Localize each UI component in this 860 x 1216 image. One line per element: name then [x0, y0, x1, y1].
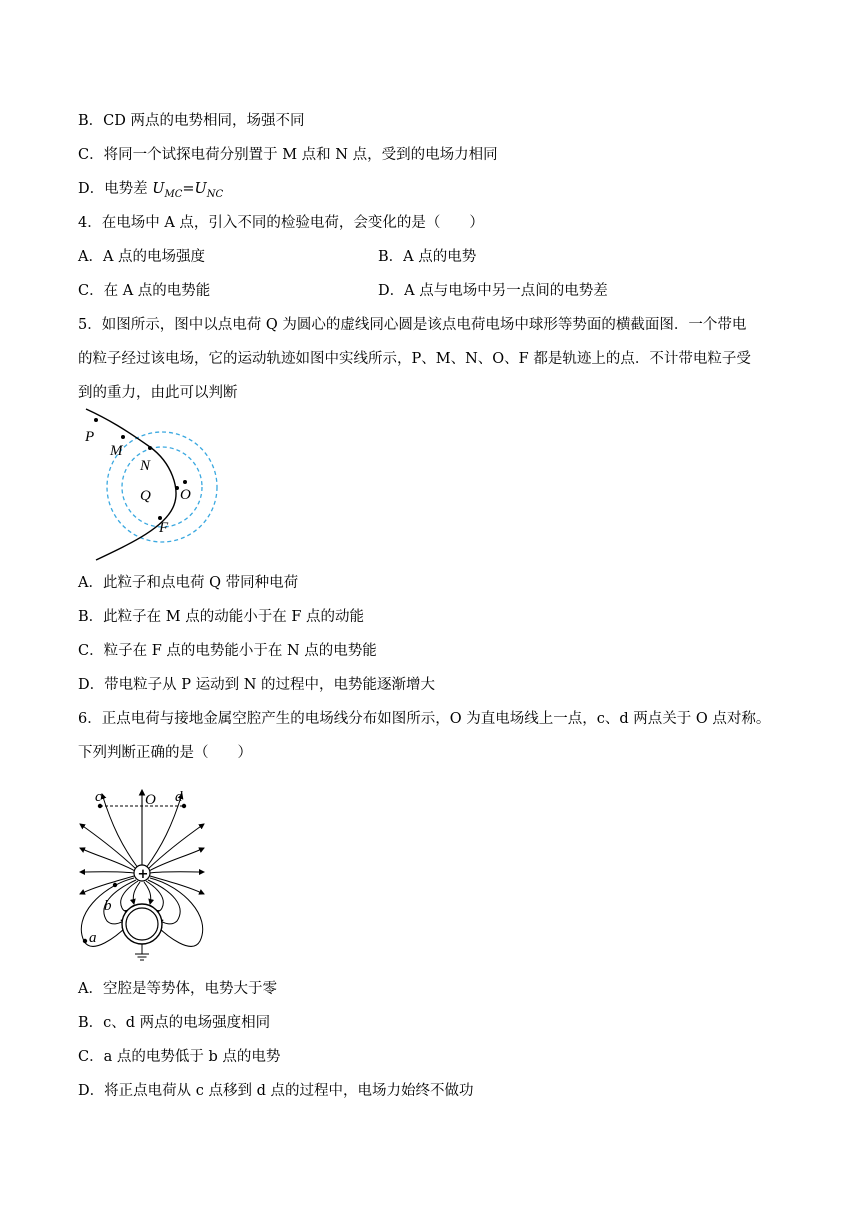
label-o: O — [180, 487, 191, 503]
q4-option-b: B．A 点的电势 — [378, 249, 477, 265]
q6-stem-line1: 6．正点电荷与接地金属空腔产生的电场线分布如图所示，O 为直电场线上一点，c、d 两点关于 O 点对称。 — [78, 711, 771, 727]
q6-option-b: B．c、d 两点的电场强度相同 — [78, 1015, 271, 1031]
q3-option-c: C．将同一个试探电荷分别置于 M 点和 N 点，受到的电场力相同 — [78, 147, 498, 163]
q6-figure — [72, 786, 222, 968]
label-q: Q — [140, 488, 151, 504]
point-o — [175, 486, 179, 490]
q6-option-c: C．a 点的电势低于 b 点的电势 — [78, 1049, 281, 1065]
q5-stem-line3: 到的重力，由此可以判断 — [78, 385, 238, 401]
point-a — [83, 939, 87, 943]
point-p — [94, 418, 98, 422]
metal-cavity-inner — [126, 908, 158, 940]
label-o: O — [145, 792, 156, 808]
q5-option-c: C．粒子在 F 点的电势能小于在 N 点的电势能 — [78, 643, 377, 659]
q5-option-b: B．此粒子在 M 点的动能小于在 F 点的动能 — [78, 609, 364, 625]
label-p: P — [85, 429, 95, 445]
point-b — [113, 883, 117, 887]
label-a: a — [89, 930, 97, 946]
q4-stem: 4．在电场中 A 点，引入不同的检验电荷，会变化的是（ ） — [78, 215, 484, 231]
q3-option-b: B．CD 两点的电势相同，场强不同 — [78, 113, 305, 129]
label-b: b — [104, 898, 112, 914]
q4-option-d: D．A 点与电场中另一点间的电势差 — [378, 283, 608, 299]
label-m: M — [110, 443, 123, 459]
q3-option-d — [78, 179, 223, 205]
q6-option-a: A．空腔是等势体，电势大于零 — [78, 981, 277, 997]
point-m — [121, 435, 125, 439]
q5-figure — [78, 405, 238, 565]
point-n — [148, 446, 152, 450]
q6-stem-line2: 下列判断正确的是（ ） — [78, 745, 252, 761]
label-n: N — [140, 458, 151, 474]
q5-stem-line1: 5．如图所示，图中以点电荷 Q 为圆心的虚线同心圆是该点电荷电场中球形等势面的横截面图．一个带电 — [78, 317, 747, 333]
q5-stem-line2: 的粒子经过该电场，它的运动轨迹如图中实线所示，P、M、N、O、F 都是轨迹上的点．不计带电粒子受 — [78, 351, 751, 367]
label-c: c — [95, 789, 102, 805]
q4-option-a: A．A 点的电场强度 — [78, 249, 206, 265]
plus-sign: + — [137, 867, 149, 882]
point-charge-q — [183, 480, 187, 484]
label-d: d — [175, 789, 183, 805]
label-f: F — [159, 520, 169, 536]
q5-option-d: D．带电粒子从 P 运动到 N 的过程中，电势能逐渐增大 — [78, 677, 436, 693]
q3-option-d-expr: $U_{MC}=U_{NC}$ — [152, 181, 224, 200]
q3-option-d-prefix: D．电势差 — [78, 181, 153, 197]
q5-option-a: A．此粒子和点电荷 Q 带同种电荷 — [78, 575, 299, 591]
q4-option-c: C．在 A 点的电势能 — [78, 283, 211, 299]
q6-option-d: D．将正点电荷从 c 点移到 d 点的过程中，电场力始终不做功 — [78, 1083, 474, 1099]
